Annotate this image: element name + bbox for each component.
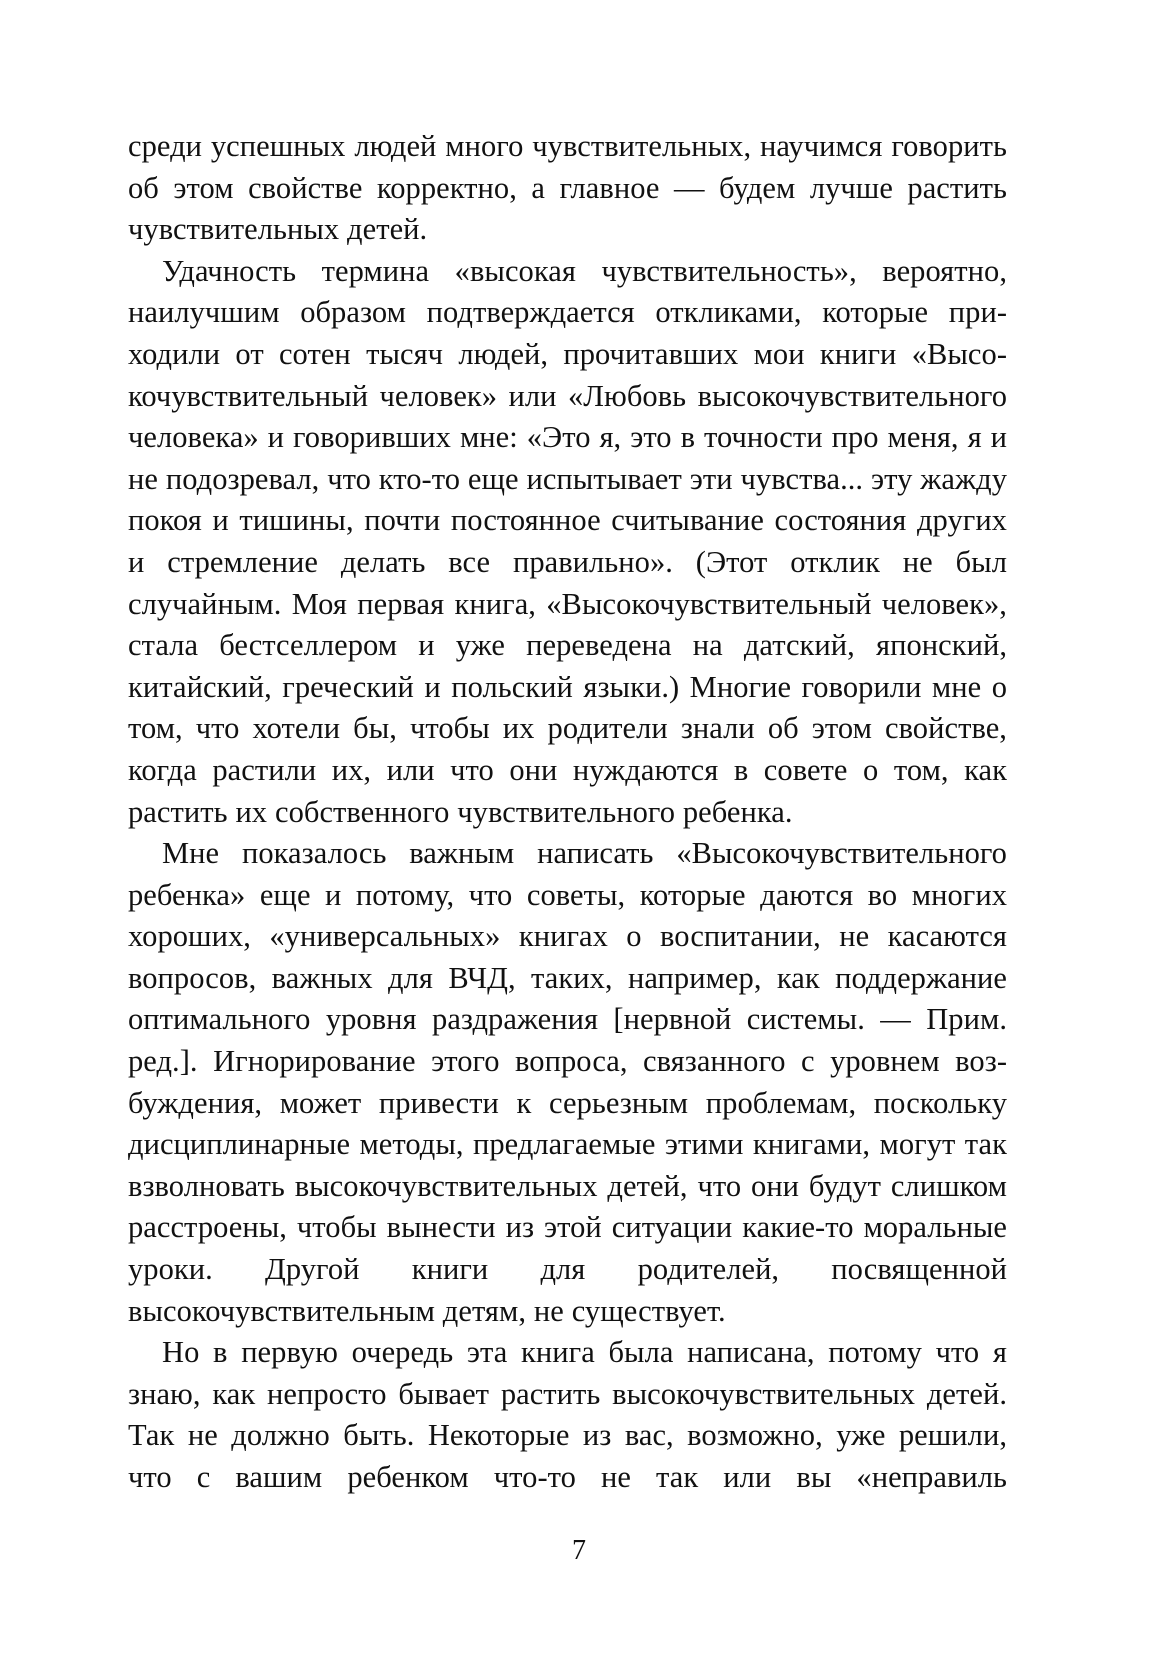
- body-text-column: [128, 126, 1007, 1499]
- paragraph-3: Мне показалось важным написать «Высокочувствительного ребенка» еще и потому, что советы, которые даются во многих хороших, «универсальных» книгах о воспитании, не касаются вопросов, важных для ВЧД, таких, например, как поддержание оптимального уровня раздражения [нервной системы. — Прим. ред.]. Игнорирование этого вопроса, связанного с уровнем возбуждения, может привести к серьезным проблемам, поскольку дисциплинарные методы, предлагаемые этими книгами, могут так взволновать высокочувствительных детей, что они будут слишком расстроены, чтобы вынести из этой ситуации какие-то моральные уроки. Другой книги для родителей, посвященной высокочувствительным детям, не существует.: [128, 836, 1007, 1328]
- paragraph-4: Но в первую очередь эта книга была написана, потому что я знаю, как непросто бывает растить высокочувствительных детей. Так не должно быть. Некоторые из вас, возможно, уже решили, что с вашим ребенком что-то не так или вы «неправиль: [128, 1335, 1007, 1494]
- paragraph-continued: среди успешных людей много чувствительных, научимся говорить об этом свойстве корректно, а главное — будем лучше растить чувствительных детей.: [128, 129, 1007, 247]
- paragraph-2: Удачность термина «высокая чувствительность», вероятно, наилучшим образом подтверждается откликами, которые приходили от сотен тысяч людей, прочитавших мои книги «Высокочувствительный человек» или «Любовь высокочувствительного человека» и говоривших мне: «Это я, это в точности про меня, я и не подозревал, что кто-то еще испытывает эти чувства... эту жажду покоя и тишины, почти постоянное считывание состояния других и стремление делать все правильно». (Этот отклик не был случайным. Моя первая книга, «Высокочувствительный человек», стала бестселлером и уже переведена на датский, японский, китайский, греческий и польский языки.) Многие говорили мне о том, что хотели бы, чтобы их родители знали об этом свойстве, когда растили их, или что они нуждаются в совете о том, как растить их собственного чувствительного ребенка.: [128, 253, 1007, 829]
- page-number: 7: [572, 1535, 586, 1566]
